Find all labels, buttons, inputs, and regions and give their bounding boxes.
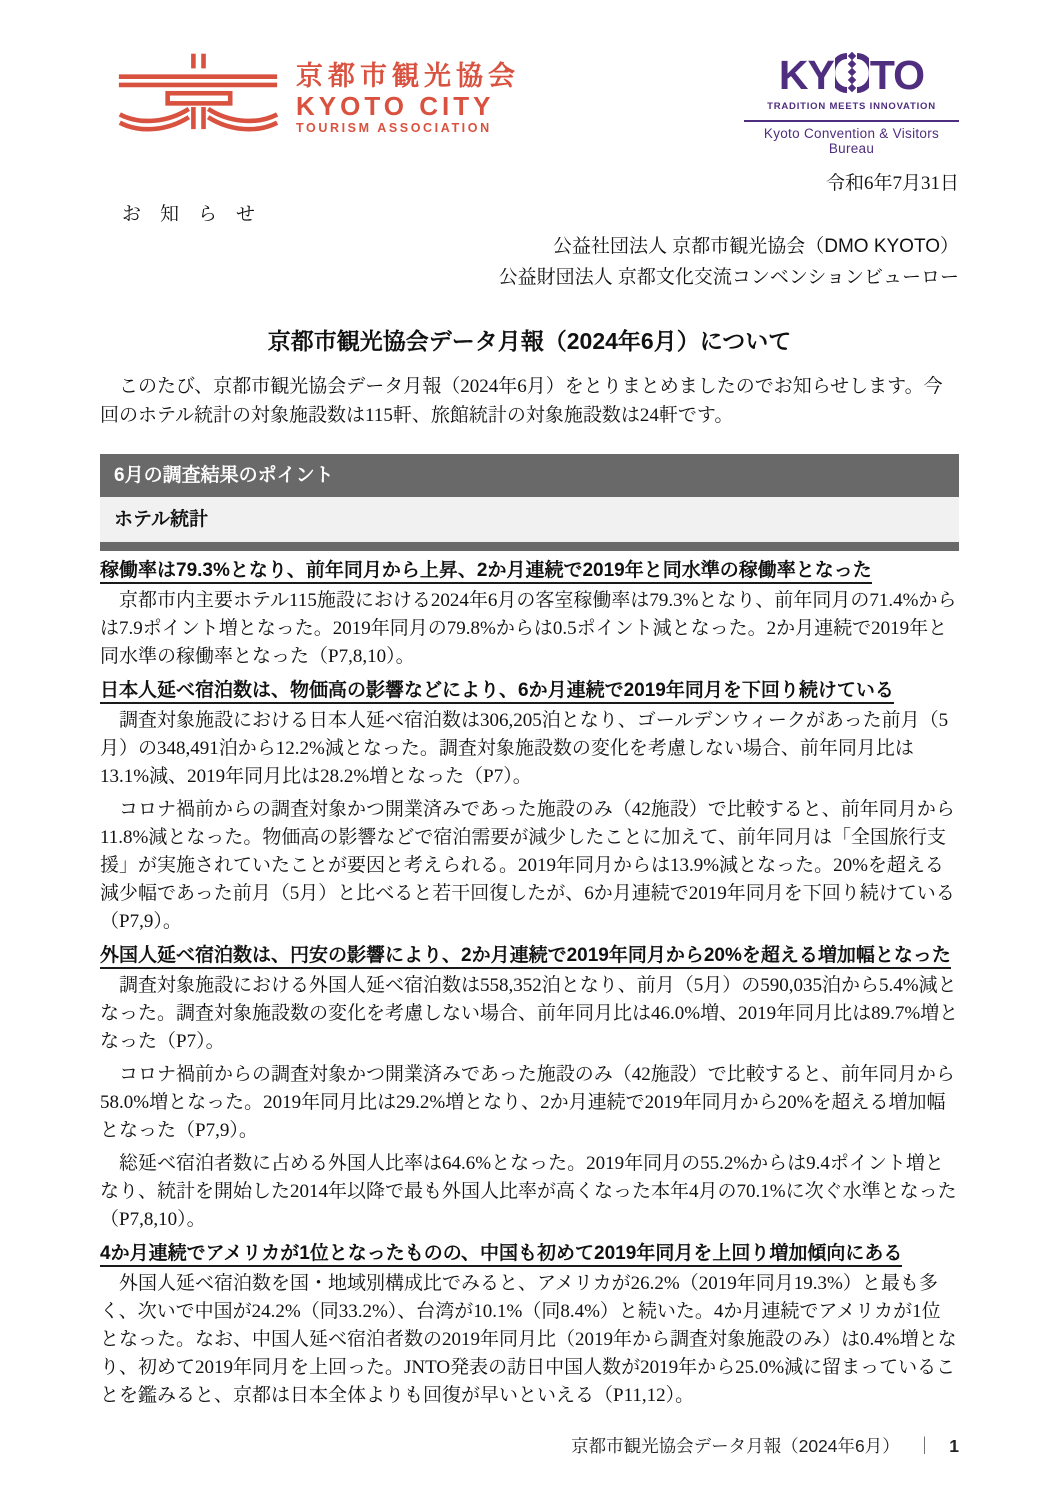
section-banner-points: 6月の調査結果のポイント [100, 454, 959, 497]
footer-page-number: 1 [949, 1436, 959, 1456]
kcta-name-jp: 京都市観光協会 [296, 60, 520, 91]
kcvb-o-icon [835, 52, 869, 98]
content-heading: 稼働率は79.3%となり、前年同月から上昇、2か月連続で2019年と同水準の稼働率となった [100, 557, 959, 584]
content-heading: 4か月連続でアメリカが1位となったものの、中国も初めて2019年同月を上回り増加傾向にある [100, 1240, 959, 1267]
kcvb-wordmark-right: TO [869, 51, 925, 98]
page-title: 京都市観光協会データ月報（2024年6月）について [267, 328, 792, 354]
issuer-line-2: 公益財団法人 京都文化交流コンベンションビューロー [498, 267, 959, 288]
content-heading: 外国人延べ宿泊数は、円安の影響により、2か月連続で2019年同月から20%を超える増加幅となった [100, 942, 959, 969]
kcvb-tagline: TRADITION MEETS INNOVATION [767, 101, 936, 112]
issue-date: 令和6年7月31日 [825, 173, 959, 194]
content-paragraph: 調査対象施設における外国人延べ宿泊数は558,352泊となり、前月（5月）の590,035泊から5.4%減となった。調査対象施設数の変化を考慮しない場合、前年同月比は46.0%増、2019年同月比は89.7%増となった（P7）。 [100, 975, 959, 1052]
kcvb-wordmark [744, 52, 959, 98]
content-paragraph: 外国人延べ宿泊数を国・地域別構成比でみると、アメリカが26.2%（2019年同月19.3%）と最も多く、次いで中国が24.2%（同33.2%）、台湾が10.1%（同8.4%）と続いた。4か月連続でアメリカが1位となった。なお、中国人延べ宿泊者数の2019年同月比（2019年から調査対象施設のみ）は0.4%増となり、初めて2019年同月を上回った。JNTO発表の訪日中国人数が2019年から25.0%減に留まっていることを鑑みると、京都は日本全体よりも回復が早いといえる（P11,12）。 [100, 1273, 957, 1406]
kcvb-divider [744, 120, 959, 122]
kcvb-bureau-name: Kyoto Convention & Visitors Bureau [763, 126, 940, 156]
issuer-line-1: 公益社団法人 京都市観光協会（DMO KYOTO） [552, 236, 959, 257]
header [100, 50, 959, 156]
footer-separator: ｜ [915, 1436, 934, 1456]
page-footer [571, 1433, 959, 1458]
kcta-logo-text [296, 62, 520, 136]
kcta-logo [114, 50, 520, 147]
kcvb-wordmark-left: KY [778, 51, 834, 98]
content-paragraph: コロナ禍前からの調査対象かつ開業済みであった施設のみ（42施設）で比較すると、前年同月から11.8%減となった。物価高の影響などで宿泊需要が減少したことに加えて、前年同月は「全国旅行支援」が実施されていたことが要因と考えられる。2019年同月からは13.9%減となった。20%を超える減少幅であった前月（5月）と比べると若干回復したが、6か月連続で2019年同月を下回り続けている（P7,9）。 [100, 799, 955, 932]
kcvb-logo [744, 52, 959, 156]
section-divider-bar [100, 542, 959, 551]
kcta-kyo-mark-icon [114, 50, 282, 147]
content-paragraph: 京都市内主要ホテル115施設における2024年6月の客室稼働率は79.3%となり、前年同月の71.4%からは7.9ポイント増となった。2019年同月の79.8%からは0.5ポイント減となった。2か月連続で2019年と同水準の稼働率となった（P7,8,10）。 [100, 590, 957, 667]
report-points [100, 557, 959, 1410]
intro-paragraph: このたび、京都市観光協会データ月報（2024年6月）をとりまとめましたのでお知らせします。今回のホテル統計の対象施設数は115軒、旅館統計の対象施設数は24軒です。 [100, 376, 943, 426]
notice-label: お 知 ら せ [122, 204, 256, 225]
section-banner-hotel: ホテル統計 [100, 497, 959, 542]
footer-title: 京都市観光協会データ月報（2024年6月） [571, 1436, 900, 1456]
content-heading: 日本人延べ宿泊数は、物価高の影響などにより、6か月連続で2019年同月を下回り続けている [100, 677, 959, 704]
kcta-name-en-sub: TOURISM ASSOCIATION [296, 121, 492, 136]
content-paragraph: 総延べ宿泊者数に占める外国人比率は64.6%となった。2019年同月の55.2%からは9.4ポイント増となり、統計を開始した2014年以降で最も外国人比率が高くなった本年4月の70.1%に次ぐ水準となった（P7,8,10）。 [100, 1153, 957, 1230]
issuer-lines [100, 231, 959, 293]
content-paragraph: コロナ禍前からの調査対象かつ開業済みであった施設のみ（42施設）で比較すると、前年同月から58.0%増となった。2019年同月比は29.2%増となり、2か月連続で2019年同月から20%を超える増加幅となった（P7,9）。 [100, 1064, 955, 1141]
kcta-name-en: KYOTO CITY [296, 90, 495, 121]
content-paragraph: 調査対象施設における日本人延べ宿泊数は306,205泊となり、ゴールデンウィークがあった前月（5月）の348,491泊から12.2%減となった。調査対象施設数の変化を考慮しない場合、前年同月比は13.1%減、2019年同月比は28.2%増となった（P7）。 [100, 710, 949, 787]
